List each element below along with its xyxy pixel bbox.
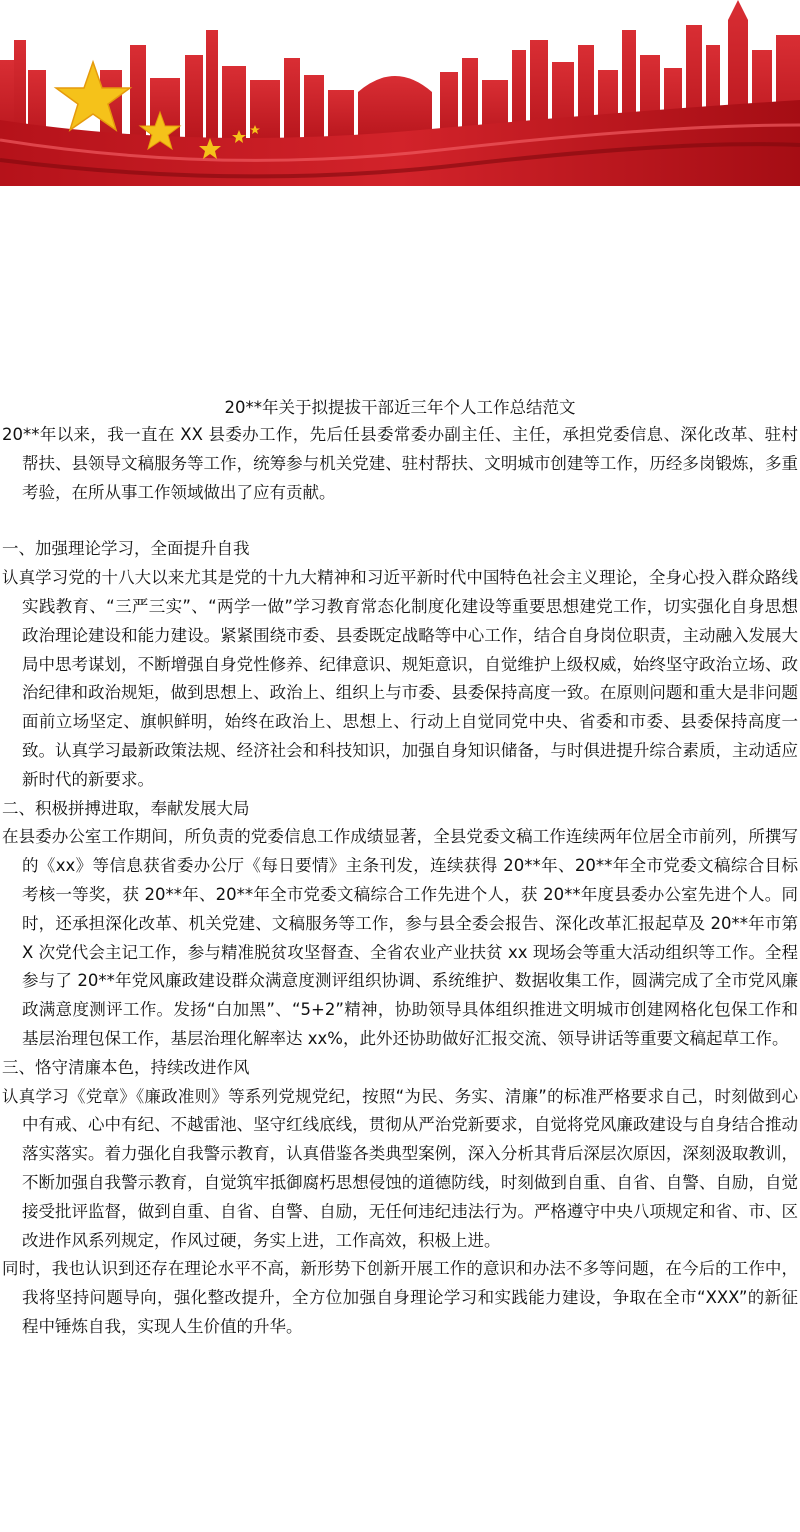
section-paragraph-3: 认真学习《党章》《廉政准则》等系列党规党纪，按照“为民、务实、清廉”的标准严格要求自己，时刻做到心中有戒、心中有纪、不越雷池、坚守红线底线，贯彻从严治党新要求，自觉将党风廉政建设与自身结合推动落实落实。着力强化自我警示教育，认真借鉴各类典型案例，深入分析其背后深层次原因，深刻汲取教训，不断加强自我警示教育，自觉筑牢抵御腐朽思想侵蚀的道德防线，时刻做到自重、自省、自警、自励，自觉接受批评监督，做到自重、自省、自警、自励，无任何违纪违法行为。严格遵守中央八项规定和省、市、区改进作风系列规定，作风过硬，务实上进，工作高效，积极上进。: [2, 1086, 798, 1250]
section-paragraph-1: 认真学习党的十八大以来尤其是党的十九大精神和习近平新时代中国特色社会主义理论，全身心投入群众路线实践教育、“三严三实”、“两学一做”学习教育常态化制度化建设等重要思想建党工作，切实强化自身思想政治理论建设和能力建设。紧紧围绕市委、县委既定战略等中心工作，结合自身岗位职责，主动融入发展大局中思考谋划，不断增强自身党性修养、纪律意识、规矩意识，自觉维护上级权威，始终坚守政治立场、政治纪律和政治规矩，做到思想上、政治上、组织上与市委、县委保持高度一致。在原则问题和重大是非问题面前立场坚定、旗帜鲜明，始终在政治上、思想上、行动上自觉同党中央、省委和市委、县委保持高度一致。认真学习最新政策法规、经济社会和科技知识，加强自身知识储备，与时俱进提升综合素质，主动适应新时代的新要求。: [2, 568, 798, 789]
paragraph-spacer: [0, 507, 800, 535]
banner-graphic: [0, 0, 800, 186]
section-heading-1: 一、加强理论学习，全面提升自我: [2, 539, 250, 559]
section-paragraph-2: 在县委办公室工作期间，所负责的党委信息工作成绩显著，全县党委文稿工作连续两年位居全市前列，所撰写的《xx》等信息获省委办公厅《每日要情》主条刊发，连续获得 20**年、20**年全市党委文稿综合目标考核一等奖，获 20**年、20**年全市党委文稿综合工作先进个人，获 20**年度县委办公室先进个人。同时，还承担深化改革、机关党建、文稿服务等工作，参与县全委会报告、深化改革汇报起草及 20**年市第 X 次党代会主记工作，参与精准脱贫攻坚督查、全省农业产业扶贫 xx 现场会等重大活动组织等工作。全程参与了 20**年党风廉政建设群众满意度测评组织协调、系统维护、数据收集工作，圆满完成了全市党风廉政满意度测评工作。发扬“白加黑”、“5+2”精神，协助领导具体组织推进文明城市创建网格化包保工作和基层治理包保工作，基层治理化解率达 xx%，此外还协助做好汇报交流、领导讲话等重要文稿起草工作。: [2, 827, 798, 1048]
section-heading-2: 二、积极拼搏进取，奉献发展大局: [2, 798, 250, 818]
header-banner: [0, 0, 800, 186]
document-body: [0, 395, 800, 1342]
section-heading-3: 三、恪守清廉本色，持续改进作风: [2, 1057, 250, 1077]
intro-paragraph: 20**年以来，我一直在 XX 县委办工作，先后任县委常委办副主任、主任，承担党委信息、深化改革、驻村帮扶、县领导文稿服务等工作，统筹参与机关党建、驻村帮扶、文明城市创建等工作，历经多岗锻炼，多重考验，在所从事工作领域做出了应有贡献。: [2, 425, 798, 502]
closing-paragraph: 同时，我也认识到还存在理论水平不高，新形势下创新开展工作的意识和办法不多等问题，在今后的工作中，我将坚持问题导向，强化整改提升，全方位加强自身理论学习和实践能力建设，争取在全市“XXX”的新征程中锤炼自我，实现人生价值的升华。: [2, 1259, 798, 1336]
document-title: 20**年关于拟提拔干部近三年个人工作总结范文: [224, 398, 576, 417]
